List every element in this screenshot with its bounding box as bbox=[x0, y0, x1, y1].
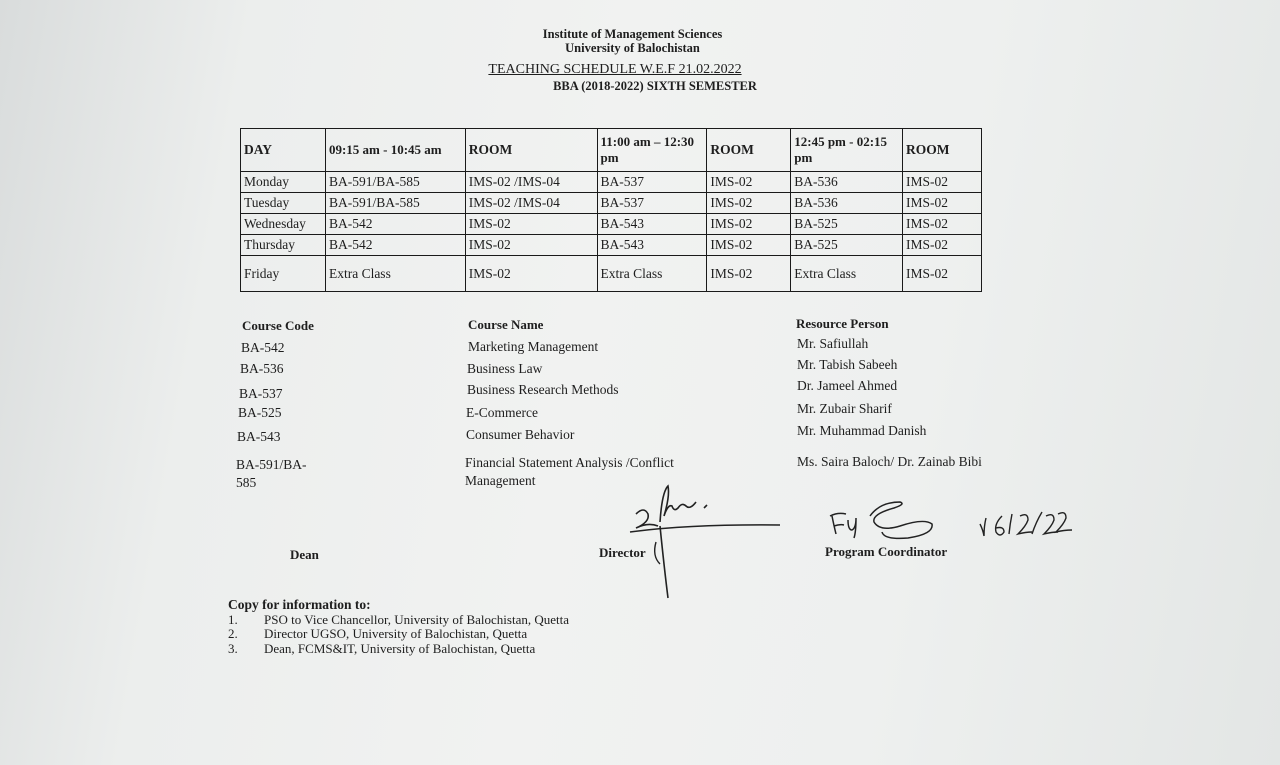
course-cell: BA-543 bbox=[597, 235, 707, 256]
university-name: University of Balochistan bbox=[565, 41, 700, 55]
room-cell: IMS-02 bbox=[903, 214, 982, 235]
coordinator-signature bbox=[826, 496, 946, 540]
course-cell: BA-542 bbox=[325, 214, 465, 235]
column-header-slot-1: 09:15 am - 10:45 am bbox=[325, 129, 465, 172]
list-text: PSO to Vice Chancellor, University of Balochistan, Quetta bbox=[264, 611, 569, 627]
room-cell: IMS-02 /IMS-04 bbox=[465, 193, 597, 214]
program-title: BBA (2018-2022) SIXTH SEMESTER bbox=[553, 79, 757, 93]
course-name: Business Law bbox=[467, 361, 543, 376]
schedule-title: TEACHING SCHEDULE W.E.F 21.02.2022 bbox=[488, 62, 742, 77]
room-cell: IMS-02 bbox=[707, 235, 791, 256]
course-code: BA-542 bbox=[241, 340, 285, 355]
course-cell: BA-537 bbox=[597, 172, 707, 193]
program-coordinator-label: Program Coordinator bbox=[825, 544, 948, 559]
day-cell: Thursday bbox=[241, 235, 326, 256]
list-text: Director UGSO, University of Balochistan, Quetta bbox=[264, 626, 528, 641]
column-header-room-1: ROOM bbox=[465, 129, 597, 172]
list-number: 3. bbox=[228, 640, 238, 656]
room-cell: IMS-02 bbox=[465, 235, 597, 256]
course-code: BA-537 bbox=[239, 386, 283, 401]
column-header-slot-3: 12:45 pm - 02:15 pm bbox=[791, 129, 903, 172]
table-row bbox=[241, 193, 982, 214]
course-code: BA-543 bbox=[237, 429, 281, 444]
resource-person: Mr. Tabish Sabeeh bbox=[797, 357, 898, 372]
schedule-table bbox=[240, 128, 982, 292]
schedule-header-row bbox=[241, 129, 982, 172]
list-number: 2. bbox=[228, 626, 238, 641]
list-number: 1. bbox=[228, 611, 238, 627]
day-cell: Tuesday bbox=[241, 193, 326, 214]
room-cell: IMS-02 bbox=[903, 256, 982, 292]
resource-person: Ms. Saira Baloch/ Dr. Zainab Bibi bbox=[797, 454, 982, 469]
course-cell: BA-591/BA-585 bbox=[325, 172, 465, 193]
course-code: BA-536 bbox=[240, 361, 284, 376]
room-cell: IMS-02 bbox=[903, 235, 982, 256]
course-cell: BA-525 bbox=[791, 235, 903, 256]
room-cell: IMS-02 bbox=[707, 214, 791, 235]
course-cell: BA-525 bbox=[791, 214, 903, 235]
director-label: Director bbox=[599, 545, 646, 560]
course-code: BA-525 bbox=[238, 405, 282, 420]
course-cell: Extra Class bbox=[791, 256, 903, 292]
course-cell: BA-591/BA-585 bbox=[325, 193, 465, 214]
table-row bbox=[241, 235, 982, 256]
handwritten-date bbox=[976, 508, 1076, 538]
resource-person: Mr. Safiullah bbox=[797, 336, 869, 351]
copy-for-information bbox=[228, 598, 569, 656]
day-cell: Monday bbox=[241, 172, 326, 193]
dean-label: Dean bbox=[290, 547, 319, 562]
course-cell: BA-536 bbox=[791, 193, 903, 214]
course-name: E-Commerce bbox=[466, 405, 538, 420]
table-row bbox=[241, 214, 982, 235]
course-cell: BA-537 bbox=[597, 193, 707, 214]
column-header-day: DAY bbox=[241, 129, 326, 172]
course-name: Financial Statement Analysis /Conflict Management bbox=[465, 455, 674, 488]
resource-person-header: Resource Person bbox=[796, 316, 889, 331]
day-cell: Wednesday bbox=[241, 214, 326, 235]
room-cell: IMS-02 /IMS-04 bbox=[465, 172, 597, 193]
course-cell: BA-542 bbox=[325, 235, 465, 256]
day-cell: Friday bbox=[241, 256, 326, 292]
director-signature bbox=[620, 482, 790, 602]
resource-person: Dr. Jameel Ahmed bbox=[797, 378, 898, 393]
column-header-slot-2: 11:00 am – 12:30 pm bbox=[597, 129, 707, 172]
course-cell: BA-543 bbox=[597, 214, 707, 235]
list-item bbox=[228, 613, 569, 628]
list-item bbox=[228, 642, 569, 657]
course-name-header: Course Name bbox=[468, 317, 544, 332]
room-cell: IMS-02 bbox=[707, 256, 791, 292]
institute-name: Institute of Management Sciences bbox=[542, 27, 723, 41]
resource-person: Mr. Muhammad Danish bbox=[797, 423, 927, 438]
course-name: Business Research Methods bbox=[467, 382, 619, 397]
room-cell: IMS-02 bbox=[465, 214, 597, 235]
table-row bbox=[241, 256, 982, 292]
resource-person: Mr. Zubair Sharif bbox=[797, 401, 892, 416]
column-header-room-3: ROOM bbox=[903, 129, 982, 172]
course-name: Marketing Management bbox=[468, 339, 599, 354]
list-item bbox=[228, 627, 569, 642]
room-cell: IMS-02 bbox=[707, 193, 791, 214]
room-cell: IMS-02 bbox=[465, 256, 597, 292]
course-code: BA-591/BA-585 bbox=[236, 457, 307, 490]
room-cell: IMS-02 bbox=[903, 193, 982, 214]
course-cell: Extra Class bbox=[597, 256, 707, 292]
table-row bbox=[241, 172, 982, 193]
course-cell: BA-536 bbox=[791, 172, 903, 193]
course-name: Consumer Behavior bbox=[466, 427, 575, 442]
course-cell: Extra Class bbox=[325, 256, 465, 292]
room-cell: IMS-02 bbox=[903, 172, 982, 193]
course-code-header: Course Code bbox=[242, 318, 314, 333]
room-cell: IMS-02 bbox=[707, 172, 791, 193]
list-text: Dean, FCMS&IT, University of Balochistan, Quetta bbox=[264, 640, 536, 656]
copy-title: Copy for information to: bbox=[228, 597, 371, 612]
column-header-room-2: ROOM bbox=[707, 129, 791, 172]
